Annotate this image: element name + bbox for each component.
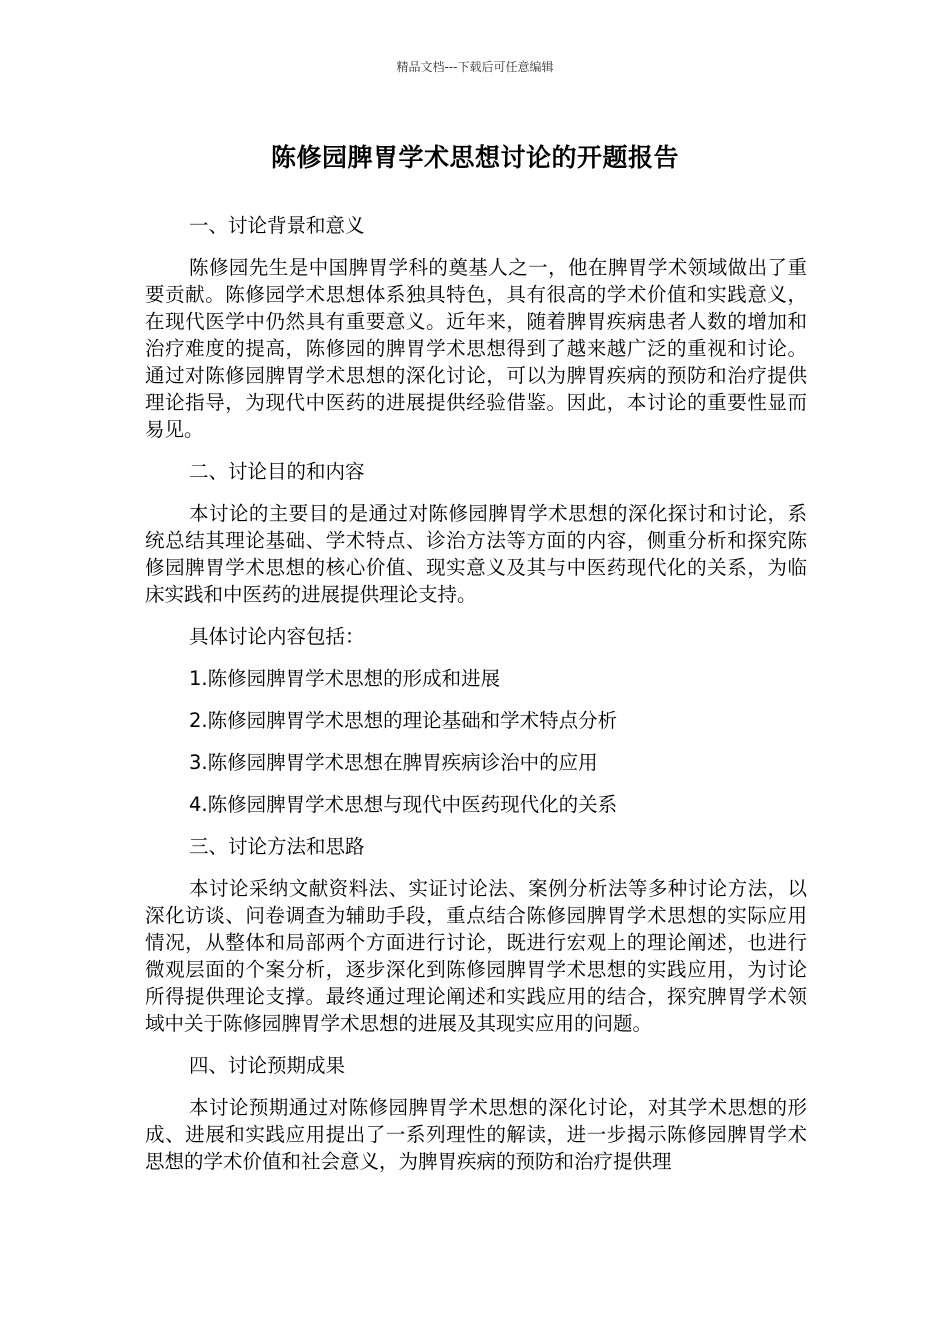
list-item: 1.陈修园脾胃学术思想的形成和进展 — [189, 667, 501, 690]
section-paragraph-background: 陈修园先生是中国脾胃学科的奠基人之一，他在脾胃学术领域做出了重要贡献。陈修园学术思想体系独具特色，具有很高的学术价值和实践意义，在现代医学中仍然具有重要意义。近年来，随着脾胃疾病患者人数的增加和治疗难度的提高，陈修园的脾胃学术思想得到了越来越广泛的重视和讨论。通过对陈修园脾胃学术思想的深化讨论，可以为脾胃疾病的预防和治疗提供理论指导，为现代中医药的进展提供经验借鉴。因此，本讨论的重要性显而易见。 — [145, 256, 807, 441]
section-heading-background: 一、讨论背景和意义 — [189, 214, 365, 237]
section-paragraph-purpose: 本讨论的主要目的是通过对陈修园脾胃学术思想的深化探讨和讨论，系统总结其理论基础、学术特点、诊治方法等方面的内容，侧重分析和探究陈修园脾胃学术思想的核心价值、现实意义及其与中医药现代化的关系，为临床实践和中医药的进展提供理论支持。 — [145, 502, 807, 606]
section-paragraph-method: 本讨论采纳文献资料法、实证讨论法、案例分析法等多种讨论方法，以深化访谈、问卷调查为辅助手段，重点结合陈修园脾胃学术思想的实际应用情况，从整体和局部两个方面进行讨论，既进行宏观上的理论阐述，也进行微观层面的个案分析，逐步深化到陈修园脾胃学术思想的实践应用，为讨论所得提供理论支撑。最终通过理论阐述和实践应用的结合，探究脾胃学术领域中关于陈修园脾胃学术思想的进展及其现实应用的问题。 — [145, 877, 807, 1035]
section-heading-outcome: 四、讨论预期成果 — [189, 1054, 346, 1077]
list-item: 2.陈修园脾胃学术思想的理论基础和学术特点分析 — [189, 709, 618, 732]
section-heading-purpose: 二、讨论目的和内容 — [189, 460, 365, 483]
list-item: 3.陈修园脾胃学术思想在脾胃疾病诊治中的应用 — [189, 751, 598, 774]
page-header-note: 精品文档---下载后可任意编辑 — [396, 60, 554, 74]
list-intro: 具体讨论内容包括： — [189, 625, 365, 648]
section-paragraph-outcome: 本讨论预期通过对陈修园脾胃学术思想的深化讨论，对其学术思想的形成、进展和实践应用提出了一系列理性的解读，进一步揭示陈修园脾胃学术思想的学术价值和社会意义，为脾胃疾病的预防和治疗提供理 — [145, 1096, 807, 1173]
section-heading-method: 三、讨论方法和思路 — [189, 835, 365, 858]
document-title: 陈修园脾胃学术思想讨论的开题报告 — [270, 143, 679, 172]
document-body — [145, 212, 807, 1190]
list-item: 4.陈修园脾胃学术思想与现代中医药现代化的关系 — [189, 793, 618, 816]
